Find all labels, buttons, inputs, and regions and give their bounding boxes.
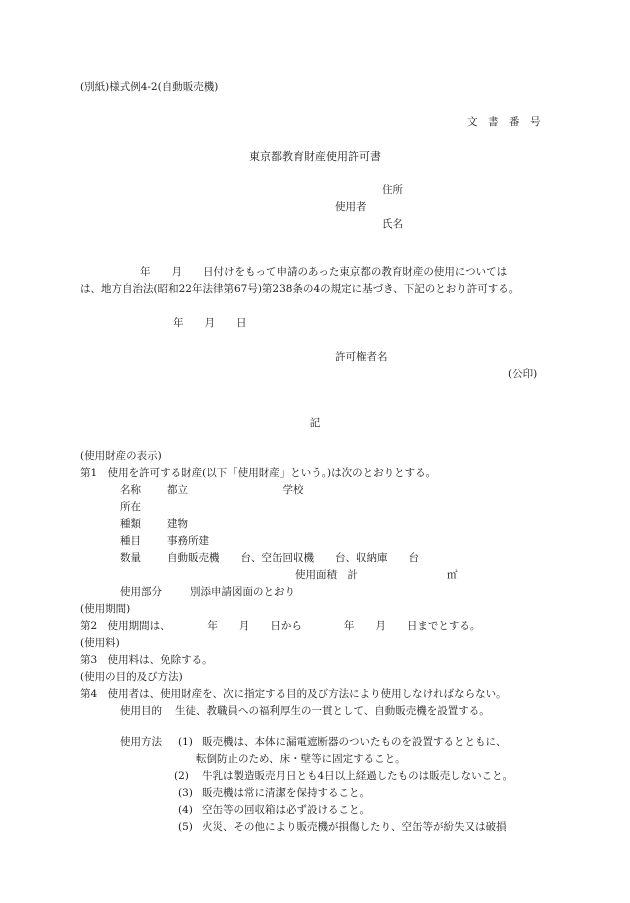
purpose-value: 生徒、教職員への福利厚生の一貫として、自動販売機を設置する。 xyxy=(175,705,490,717)
property-type-value: 建物 xyxy=(167,518,188,530)
issue-date: 年 月 日 xyxy=(173,317,247,329)
property-type-label: 種類 xyxy=(120,518,141,530)
method-item-text: 牛乳は製造販売月日とも4日以上経過したものは販売しないこと。 xyxy=(202,770,514,782)
purpose-heading: (使用の目的及び方法) xyxy=(80,671,183,683)
property-category-value: 事務所建 xyxy=(167,535,209,547)
property-name-value: 都立 学校 xyxy=(167,484,304,496)
body-text-line2: は、地方自治法(昭和22年法律第67号)第238条の4の規定に基づき、下記のとおり許可する。 xyxy=(80,283,520,295)
official-seal-label: (公印) xyxy=(508,368,538,380)
usage-area-unit: ㎡ xyxy=(447,569,458,581)
method-label: 使用方法 xyxy=(120,736,162,748)
usage-area-label: 使用面積 計 xyxy=(295,569,358,581)
article-4: 第4 使用者は、使用財産を、次に指定する目的及び方法により使用しなければならない。 xyxy=(80,688,507,700)
property-location-label: 所在 xyxy=(120,501,141,513)
property-heading: (使用財産の表示) xyxy=(80,450,162,462)
article-2: 第2 使用期間は、 年 月 日から 年 月 日までとする。 xyxy=(80,620,481,632)
address-label: 住所 xyxy=(382,184,403,196)
article-3: 第3 使用料は、免除する。 xyxy=(80,654,213,666)
method-item-text: 販売機は、本体に漏電遮断器のついたものを設置するとともに、 xyxy=(202,736,507,748)
property-category-label: 種目 xyxy=(120,535,141,547)
usage-part-value: 別添申請図面のとおり xyxy=(190,586,295,598)
form-label: (別紙)様式例4-2(自動販売機) xyxy=(80,81,219,93)
usage-part-label: 使用部分 xyxy=(120,586,162,598)
document-title: 東京都教育財産使用許可書 xyxy=(249,150,381,163)
name-label: 氏名 xyxy=(382,218,403,230)
method-item-text: 空缶等の回収箱は必ず設けること。 xyxy=(202,804,370,816)
body-text-line1: 年 月 日付けをもって申請のあった東京都の教育財産の使用については xyxy=(140,266,508,278)
property-quantity-label: 数量 xyxy=(120,552,141,564)
method-item-text: 販売機は常に清潔を保持すること。 xyxy=(202,787,370,799)
user-label: 使用者 xyxy=(335,201,367,213)
authority-name-label: 許可権者名 xyxy=(335,351,388,363)
period-heading: (使用期間) xyxy=(80,603,131,615)
property-name-label: 名称 xyxy=(120,484,141,496)
method-item-number: (3) xyxy=(178,787,193,799)
document-number-label: 文 書 番 号 xyxy=(467,116,541,128)
article-1: 第1 使用を許可する財産(以下「使用財産」という。)は次のとおりとする。 xyxy=(80,467,437,479)
method-item-number: (5) xyxy=(178,821,193,833)
note-heading: 記 xyxy=(309,417,321,429)
purpose-label: 使用目的 xyxy=(120,705,162,717)
property-quantity-value: 自動販売機 台、空缶回収機 台、収納庫 台 xyxy=(167,552,419,564)
method-item-number: (1) xyxy=(178,736,193,748)
method-item-text: 転倒防止のため、床・壁等に固定すること。 xyxy=(196,753,406,765)
method-item-number: (2) xyxy=(174,770,189,782)
method-item-text: 火災、その他により販売機が損傷したり、空缶等が紛失又は破損 xyxy=(202,821,507,833)
method-item-number: (4) xyxy=(178,804,193,816)
fee-heading: (使用料) xyxy=(80,637,120,649)
